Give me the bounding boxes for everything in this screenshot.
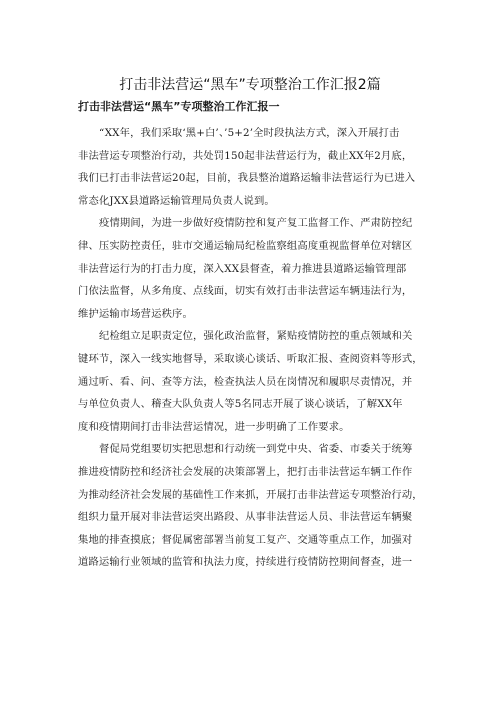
- paragraph-line: 集地的排查摸底；督促属密部署当前复工复产、交通等重点工作，加强对: [78, 533, 413, 546]
- paragraph-4: [78, 438, 430, 574]
- paragraph-line: 非法营运专项整治行动，共处罚150起非法营运行为，截止XX年2月底，: [78, 149, 413, 162]
- paragraph-line: 常态化JXX县道路运输管理局负责人说到。: [78, 194, 275, 207]
- paragraph-line: 组织力量开展对非法营运突出路段、从事非法营运人员、非法营运车辆聚: [78, 511, 413, 524]
- paragraph-line: 门依法监督，从多角度、点线面，切实有效打击非法营运车辆违法行为，: [78, 285, 413, 298]
- paragraph-line: 推进疫情防控和经济社会发展的决策部署上，把打击非法营运车辆工作作: [78, 465, 413, 478]
- document-title: 打击非法营运“黑车”专项整治工作汇报2篇: [119, 77, 381, 93]
- section-heading: 打击非法营运“黑车”专项整治工作汇报一: [78, 100, 280, 113]
- paragraph-line: “XX年，我们采取‘黑+白’、’5+2’全时段执法方式，深入开展打击: [99, 127, 400, 139]
- paragraph-line: 督促局党组要切实把思想和行动统一到党中央、省委、市委关于统筹: [99, 443, 413, 456]
- paragraph-line: 维护运输市场营运秩序。: [78, 307, 193, 320]
- paragraph-3: [78, 325, 430, 438]
- paragraph-line: 键环节，深入一线实地督导，采取谈心谈话、听取汇报、查阅资料等形式，: [78, 352, 423, 365]
- paragraph-line: 度和疫情期间打击非法营运情况，进一步明确了工作要求。: [78, 420, 350, 433]
- paragraph-line: 与单位负责人、稽查大队负责人等5名同志开展了谈心谈话，了解XX年: [78, 398, 403, 411]
- paragraph-line: 纪检组立足职责定位，强化政治监督，紧贴疫情防控的重点领域和关: [99, 330, 413, 343]
- paragraph-line: 道路运输行业领域的监管和执法力度，持续进行疫情防控期间督查，进一: [78, 556, 413, 569]
- document-body: [78, 122, 430, 574]
- paragraph-1: [78, 122, 430, 212]
- paragraph-line: 律、压实防控责任，驻市交通运输局纪检监察组高度重视监督单位对辖区: [78, 239, 413, 252]
- paragraph-2: [78, 212, 430, 325]
- paragraph-line: 通过听、看、问、查等方法，检查执法人员在岗情况和履职尽责情况，并: [78, 375, 413, 388]
- paragraph-line: 我们已打击非法营运20起，目前，我县整治道路运输非法营运行为已进入: [78, 172, 416, 185]
- paragraph-line: 为推动经济社会发展的基础性工作来抓，开展打击非法营运专项整治行动，: [78, 488, 423, 501]
- paragraph-line: 疫情期间，为进一步做好疫情防控和复产复工监督工作、严肃防控纪: [99, 217, 413, 230]
- paragraph-line: 非法营运行为的打击力度，深入XX县督查，着力推进县道路运输管理部: [78, 262, 407, 275]
